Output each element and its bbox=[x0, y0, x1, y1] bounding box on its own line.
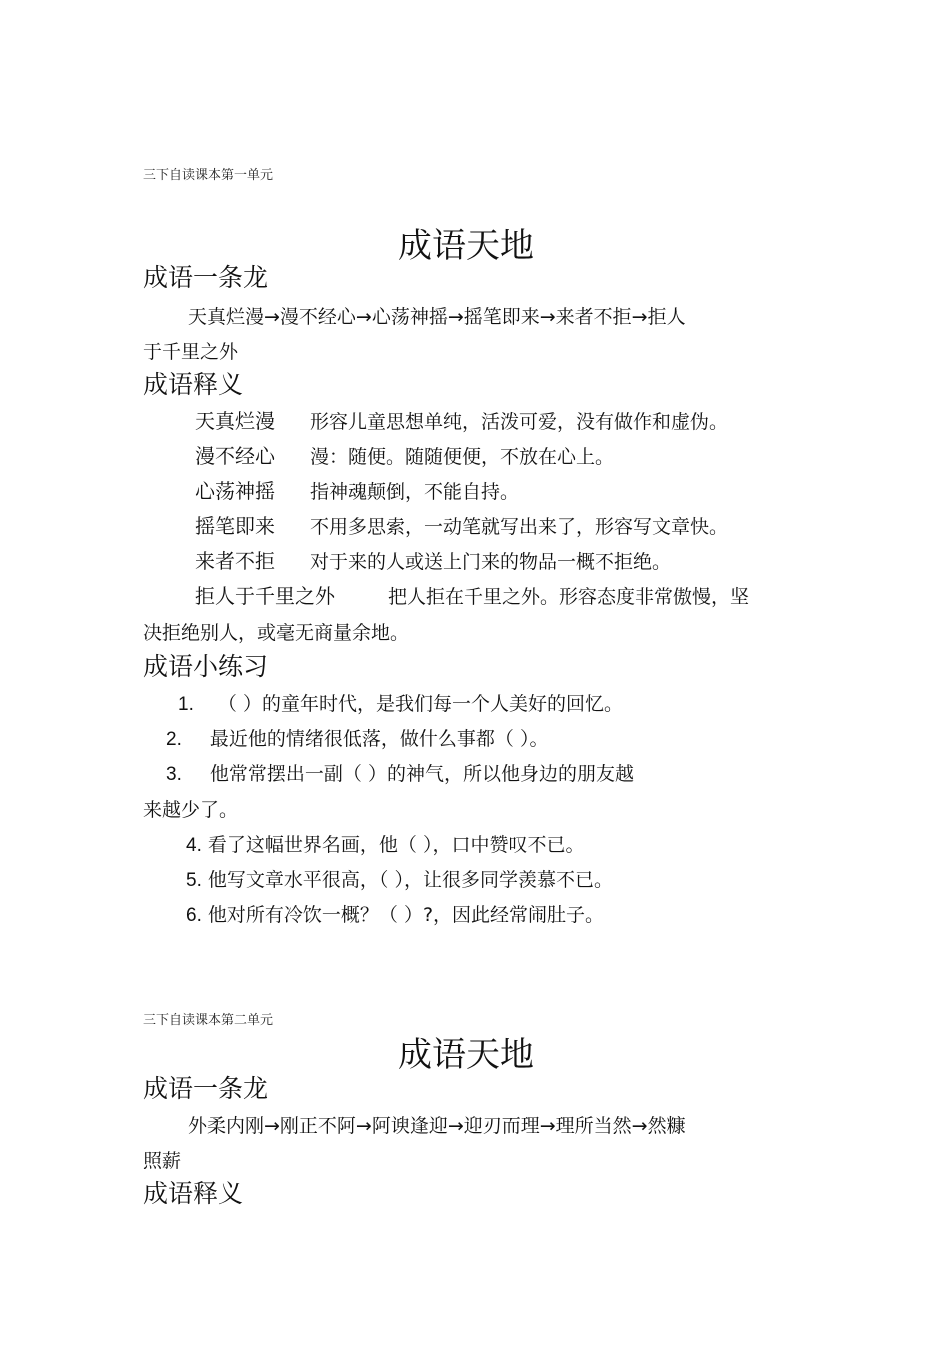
exercise-item bbox=[166, 724, 548, 751]
meaning-heading: 成语释义 bbox=[143, 1179, 244, 1208]
exercise-text: 看了这幅世界名画，他（ ），口中赞叹不已。 bbox=[207, 834, 585, 856]
idiom-definition: 对于来的人或送上门来的物品一概不拒绝。 bbox=[310, 551, 672, 573]
chain-heading: 成语一条龙 bbox=[143, 1074, 269, 1103]
page-title: 成语天地 bbox=[398, 226, 534, 266]
idiom-term: 摇笔即来 bbox=[195, 514, 275, 538]
idiom-chain-line: 天真烂漫→漫不经心→心荡神摇→摇笔即来→来者不拒→拒人 bbox=[188, 306, 686, 328]
unit-label: 三下自读课本第二单元 bbox=[143, 1013, 274, 1028]
exercise-number: 4. bbox=[186, 835, 202, 856]
exercise-item bbox=[166, 759, 634, 786]
idiom-definition: 指神魂颠倒，不能自持。 bbox=[310, 481, 520, 503]
exercise-text: 来越少了。 bbox=[143, 799, 239, 821]
idiom-definition: 形容儿童思想单纯，活泼可爱，没有做作和虚伪。 bbox=[310, 411, 729, 433]
exercise-number: 1. bbox=[178, 694, 194, 715]
idiom-definition: 不用多思索，一动笔就写出来了，形容写文章快。 bbox=[310, 516, 729, 538]
chain-heading: 成语一条龙 bbox=[143, 263, 269, 292]
idiom-definition: 把人拒在千里之外。形容态度非常傲慢，坚 bbox=[388, 586, 750, 608]
meaning-heading: 成语释义 bbox=[143, 370, 244, 399]
exercise-text: 他对所有冷饮一概？（ ）?，因此经常闹肚子。 bbox=[207, 904, 605, 926]
idiom-term: 心荡神摇 bbox=[195, 479, 275, 503]
idiom-chain-line: 外柔内刚→刚正不阿→阿谀逢迎→迎刃而理→理所当然→然糠 bbox=[188, 1115, 686, 1137]
idiom-term: 拒人于千里之外 bbox=[195, 584, 335, 608]
exercise-item bbox=[186, 865, 613, 892]
idiom-chain-line: 照薪 bbox=[143, 1150, 182, 1172]
idiom-term: 来者不拒 bbox=[195, 549, 275, 573]
exercise-number: 3. bbox=[166, 764, 182, 785]
practice-heading: 成语小练习 bbox=[143, 652, 269, 681]
exercise-number: 2. bbox=[166, 729, 182, 750]
idiom-chain-line: 于千里之外 bbox=[143, 341, 239, 363]
exercise-item bbox=[178, 689, 623, 716]
exercise-text: （ ）的童年时代，是我们每一个人美好的回忆。 bbox=[217, 693, 623, 715]
exercise-item bbox=[186, 900, 604, 927]
exercise-number: 6. bbox=[186, 905, 202, 926]
idiom-definition: 漫：随便。随随便便，不放在心上。 bbox=[310, 446, 615, 468]
idiom-term: 漫不经心 bbox=[195, 444, 275, 468]
exercise-number: 5. bbox=[186, 870, 202, 891]
unit-label: 三下自读课本第一单元 bbox=[143, 168, 274, 183]
idiom-definition: 决拒绝别人，或毫无商量余地。 bbox=[143, 622, 410, 644]
exercise-text: 他写文章水平很高，（ ），让很多同学羡慕不已。 bbox=[207, 869, 613, 891]
exercise-item bbox=[186, 830, 584, 857]
exercise-text: 他常常摆出一副（ ）的神气，所以他身边的朋友越 bbox=[209, 763, 634, 785]
page-title: 成语天地 bbox=[398, 1035, 534, 1075]
exercise-text: 最近他的情绪很低落，做什么事都（ ）。 bbox=[209, 728, 549, 750]
idiom-term: 天真烂漫 bbox=[195, 409, 275, 433]
